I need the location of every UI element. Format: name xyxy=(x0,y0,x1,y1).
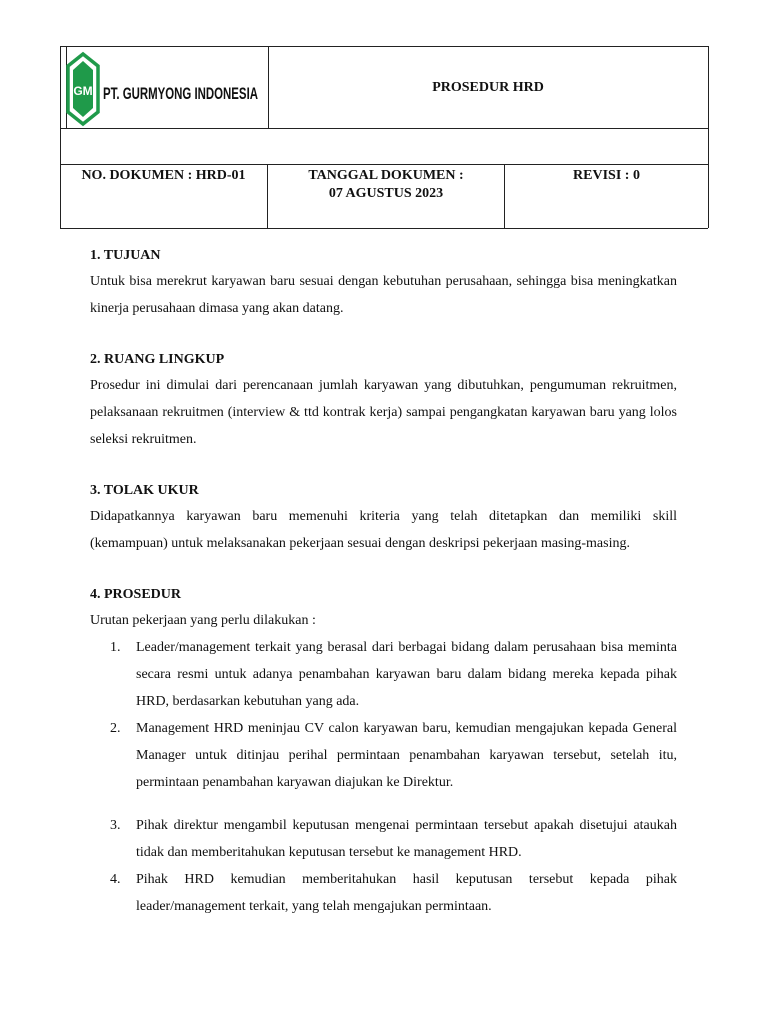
logo-cell-tick-top xyxy=(60,46,61,128)
list-item-text: Management HRD meninjau CV calon karyawan baru, kemudian mengajukan kepada General Manager untuk ditinjau perihal permintaan penambahan karyawan tersebut, setelah itu, permintaan penambahan karyawan diajukan ke Direktur. xyxy=(136,721,677,790)
procedure-list xyxy=(90,634,677,920)
doc-number: NO. DOKUMEN : HRD-01 xyxy=(81,168,246,183)
title-cell-right-border xyxy=(708,46,709,228)
doc-date-label: TANGGAL DOKUMEN : xyxy=(308,168,464,183)
section-tujuan xyxy=(90,244,677,322)
document-body xyxy=(90,244,677,946)
list-item-text: Pihak HRD kemudian memberitahukan hasil keputusan tersebut kepada pihak leader/management terkait, yang telah mengajukan permintaan. xyxy=(136,872,677,914)
list-item-text: Leader/management terkait yang berasal dari berbagai bidang dalam perusahaan bisa meminta secara resmi untuk adanya penambahan karyawan baru dalam bidang mereka kepada pihak HRD, berdasarkan kebutuhan yang ada. xyxy=(136,640,677,709)
list-item-number: 1. xyxy=(110,640,121,655)
gm-hexagon-icon xyxy=(66,52,262,126)
section-title: 2. RUANG LINGKUP xyxy=(90,352,225,367)
list-item-number: 2. xyxy=(110,721,121,736)
doc-title: PROSEDUR HRD xyxy=(432,80,544,95)
list-item-number: 3. xyxy=(110,818,121,833)
section-ruang-lingkup xyxy=(90,348,677,453)
list-item xyxy=(90,634,677,715)
section-title: 4. PROSEDUR xyxy=(90,587,182,602)
meta-row-bottom-border xyxy=(60,228,708,229)
section-prosedur xyxy=(90,583,677,920)
company-logo xyxy=(66,52,262,126)
list-item xyxy=(90,812,677,866)
doc-date-value: 07 AGUSTUS 2023 xyxy=(328,186,444,201)
logo-cell-bottom-border xyxy=(60,128,268,129)
logo-cell-top-border xyxy=(60,46,268,47)
list-item xyxy=(90,715,677,796)
section-title: 3. TOLAK UKUR xyxy=(90,483,199,498)
meta-row-top-border xyxy=(60,164,708,165)
section-title: 1. TUJUAN xyxy=(90,248,161,263)
list-item-text: Pihak direktur mengambil keputusan mengenai permintaan tersebut apakah disetujui ataukah tidak dan memberitahukan keputusan tersebut ke management HRD. xyxy=(136,818,677,860)
section-tolak-ukur xyxy=(90,479,677,557)
company-name: PT. GURMYONG INDONESIA xyxy=(103,84,258,103)
title-cell-top-border xyxy=(268,46,708,47)
title-cell-bottom-border xyxy=(268,128,708,129)
section-body: Prosedur ini dimulai dari perencanaan jumlah karyawan yang dibutuhkan, pengumuman rekruitmen, pelaksanaan rekruitmen (interview & ttd kontrak kerja) sampai pengangkatan karyawan baru yang lolos seleksi rekruitmen. xyxy=(90,378,677,447)
doc-revision: REVISI : 0 xyxy=(573,168,640,183)
logo-initials: GM xyxy=(73,84,93,98)
doc-date xyxy=(268,167,504,203)
section-body: Untuk bisa merekrut karyawan baru sesuai dengan kebutuhan perusahaan, sehingga bisa meningkatkan kinerja perusahaan dimasa yang akan datang. xyxy=(90,274,677,316)
procedure-intro: Urutan pekerjaan yang perlu dilakukan : xyxy=(90,613,316,628)
list-item-number: 4. xyxy=(110,872,121,887)
section-body: Didapatkannya karyawan baru memenuhi kriteria yang telah ditetapkan dan memiliki skill (kemampuan) untuk melaksanakan pekerjaan sesuai dengan deskripsi pekerjaan masing-masing. xyxy=(90,509,677,551)
list-item xyxy=(90,866,677,920)
